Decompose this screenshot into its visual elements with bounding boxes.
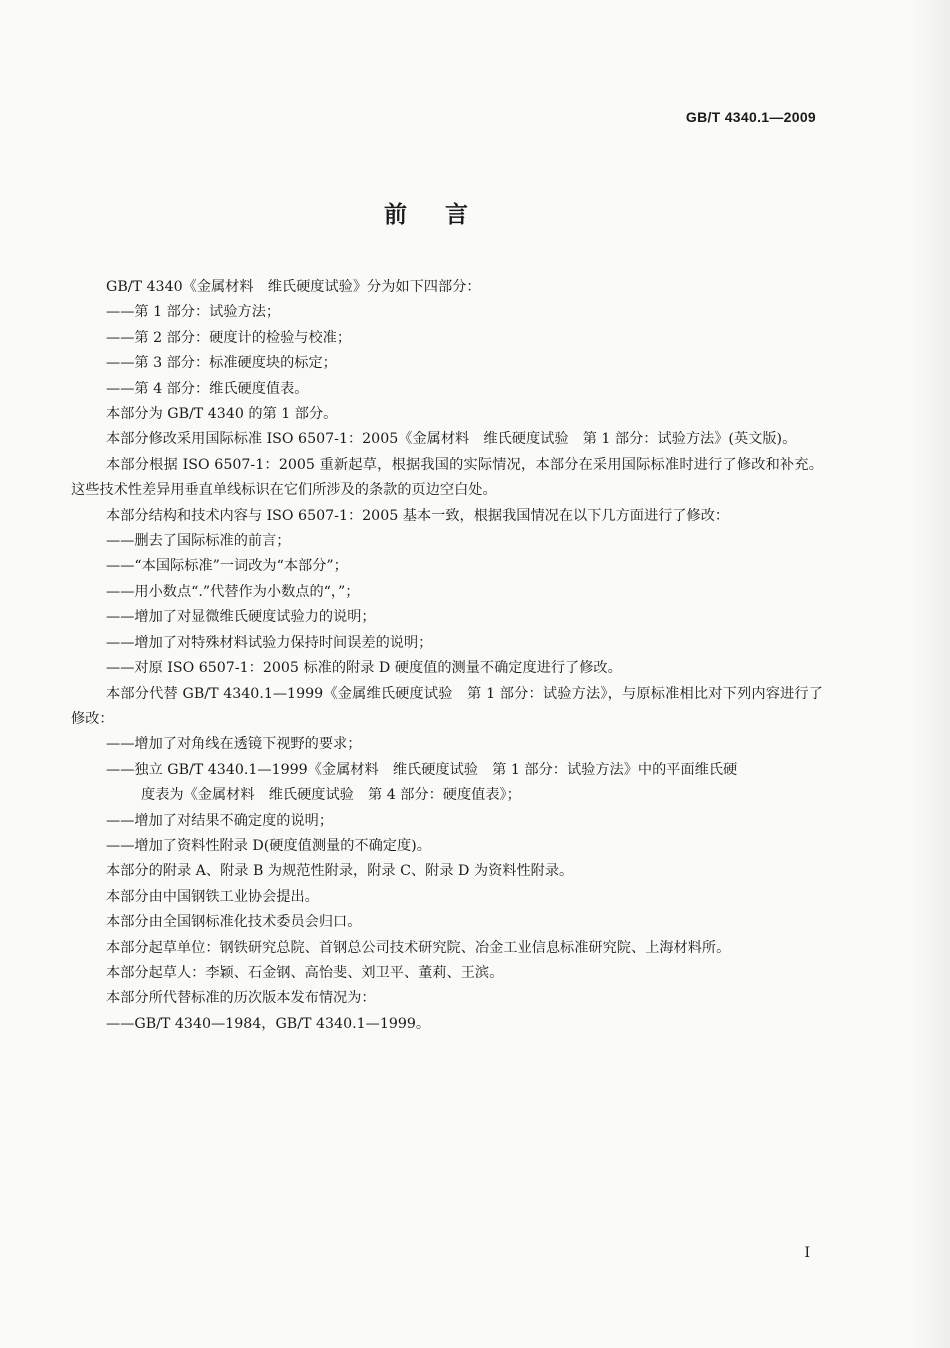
list-item-continuation: 度表为《金属材料 维氏硬度试验 第 4 部分：硬度值表》； <box>141 787 521 804</box>
list-item: ——第 2 部分：硬度计的检验与校准； <box>106 329 352 346</box>
list-item: ——增加了对结果不确定度的说明； <box>106 812 334 829</box>
paragraph: 本部分所代替标准的历次版本发布情况为： <box>106 990 376 1007</box>
paragraph: 本部分代替 GB/T 4340.1—1999《金属维氏硬度试验 第 1 部分：试验方法》，与原标准相比对下列内容进行了修改： <box>71 685 823 727</box>
paragraph: 本部分由中国钢铁工业协会提出。 <box>106 888 319 905</box>
list-item: ——GB/T 4340—1984，GB/T 4340.1—1999。 <box>106 1015 431 1032</box>
paragraph: 本部分结构和技术内容与 ISO 6507-1：2005 基本一致，根据我国情况在以下几方面进行了修改： <box>106 507 730 524</box>
paragraph: 本部分修改采用国际标准 ISO 6507-1：2005《金属材料 维氏硬度试验 第 1 部分：试验方法》(英文版)。 <box>106 431 797 448</box>
list-item: ——增加了对特殊材料试验力保持时间误差的说明； <box>106 634 433 651</box>
paragraph: 本部分的附录 A、附录 B 为规范性附录，附录 C、附录 D 为资料性附录。 <box>106 863 574 880</box>
paragraph: 本部分起草单位：钢铁研究总院、首钢总公司技术研究院、冶金工业信息标准研究院、上海材料所。 <box>106 939 731 956</box>
paragraph: 本部分为 GB/T 4340 的第 1 部分。 <box>106 406 338 423</box>
list-item: ——“本国际标准”一词改为“本部分”； <box>106 558 348 575</box>
list-item: ——对原 ISO 6507-1：2005 标准的附录 D 硬度值的测量不确定度进行了修改。 <box>106 660 622 677</box>
page-number: I <box>804 1245 810 1261</box>
list-item: ——第 4 部分：维氏硬度值表。 <box>106 380 309 397</box>
list-item: ——用小数点“.”代替作为小数点的“，”； <box>106 583 360 600</box>
list-item: ——独立 GB/T 4340.1—1999《金属材料 维氏硬度试验 第 1 部分：试验方法》中的平面维氏硬 <box>106 761 738 778</box>
page-title: 前言 <box>384 202 506 228</box>
list-item: ——增加了资料性附录 D(硬度值测量的不确定度)。 <box>106 837 431 854</box>
paragraph: GB/T 4340《金属材料 维氏硬度试验》分为如下四部分： <box>106 279 481 295</box>
paragraph: 本部分根据 ISO 6507-1：2005 重新起草，根据我国的实际情况，本部分在采用国际标准时进行了修改和补充。这些技术性差异用垂直单线标识在它们所涉及的条款的页边空白处。 <box>71 456 823 499</box>
list-item: ——第 3 部分：标准硬度块的标定； <box>106 355 337 372</box>
paragraph: 本部分由全国钢标准化技术委员会归口。 <box>106 914 362 931</box>
standard-number: GB/T 4340.1—2009 <box>685 109 816 125</box>
foreword-body <box>71 275 823 1037</box>
list-item: ——增加了对角线在透镜下视野的要求； <box>106 736 362 753</box>
paragraph: 本部分起草人：李颖、石金钢、高怡斐、刘卫平、董莉、王滨。 <box>106 964 504 981</box>
list-item: ——增加了对显微维氏硬度试验力的说明； <box>106 609 376 626</box>
list-item: ——第 1 部分：试验方法； <box>106 304 281 321</box>
page-edge-shadow <box>910 0 950 1348</box>
list-item: ——删去了国际标准的前言； <box>106 533 291 550</box>
